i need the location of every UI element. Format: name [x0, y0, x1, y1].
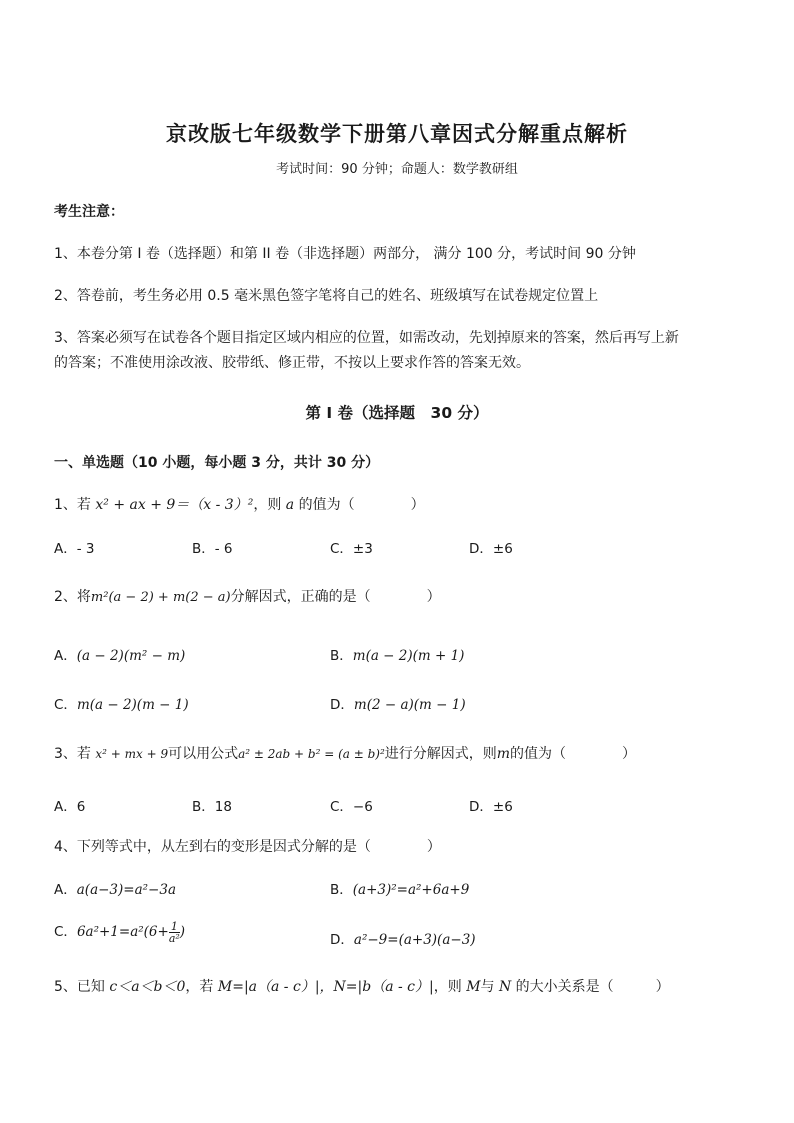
question-2-stem: [54, 586, 441, 606]
q2-option-d: [330, 693, 466, 713]
q2-suffix: 分解因式，正确的是（ ）: [230, 589, 441, 605]
q2-option-c-expr: m(a − 2)(m − 1): [76, 697, 189, 713]
q2-option-c-label: C．: [54, 697, 77, 713]
q3-expression-2: a² ± 2ab + b² = (a ± b)²: [238, 747, 385, 761]
q4-option-d: [330, 928, 476, 948]
q2-option-d-label: D．: [330, 697, 354, 713]
q2-option-c: [54, 693, 189, 713]
section-title: 第 I 卷（选择题 30 分）: [305, 404, 489, 422]
q3-prefix: 3、若: [54, 746, 96, 762]
q3-option-c: C．−6: [330, 799, 373, 815]
q5-middle-1: ，若: [185, 979, 218, 995]
q4-option-a-label: A．: [54, 882, 77, 898]
page-title: 京改版七年级数学下册第八章因式分解重点解析: [166, 122, 628, 146]
q2-prefix: 2、将: [54, 589, 91, 605]
q5-prefix: 5、已知: [54, 979, 110, 995]
q4-option-b-expr: (a+3)²=a²+6a+9: [352, 882, 470, 898]
notice-item-1: 1、本卷分第 I 卷（选择题）和第 II 卷（非选择题）两部分， 满分 100 分，考试时间 90 分钟: [54, 246, 636, 262]
question-3-stem: [54, 743, 636, 763]
q2-option-a-label: A．: [54, 648, 77, 664]
q2-option-a-expr: (a − 2)(m² − m): [76, 648, 186, 664]
q2-option-b: [330, 644, 464, 664]
q5-variable-n: N: [498, 979, 512, 995]
q2-expression: m²(a − 2) + m(2 − a): [90, 590, 231, 605]
q3-middle-1: 可以用公式: [168, 746, 239, 762]
q4-option-c: [54, 920, 185, 944]
q4-option-d-expr: a²−9=(a+3)(a−3): [353, 932, 476, 948]
question-5-stem: [54, 976, 670, 996]
q4-fraction-numerator: 1: [170, 919, 178, 933]
q3-middle-2: 进行分解因式，则: [384, 746, 497, 762]
q1-middle: ，则: [253, 497, 286, 513]
q3-expression-1: x² + mx + 9: [95, 747, 169, 761]
q3-suffix: 的值为（ ）: [510, 746, 637, 762]
q1-option-b: B．- 6: [192, 541, 233, 557]
q1-option-d: D．±6: [469, 541, 513, 557]
q3-option-d: D．±6: [469, 799, 513, 815]
notice-item-3-line-2: 的答案；不准使用涂改液、胶带纸、修正带，不按以上要求作答的答案无效。: [54, 355, 530, 371]
q4-option-c-label: C．: [54, 924, 77, 940]
q4-option-b-label: B．: [330, 882, 353, 898]
notice-item-3-line-1: 3、答案必须写在试卷各个题目指定区域内相应的位置，如需改动，先划掉原来的答案，然后再写上新: [54, 330, 679, 346]
q2-option-a: [54, 644, 185, 664]
q5-expression-1: c＜a＜b＜0: [109, 979, 186, 995]
q5-variable-m: M: [466, 979, 481, 995]
exam-info: 考试时间：90 分钟；命题人：数学教研组: [276, 162, 518, 177]
q4-option-c-fraction: [169, 921, 180, 944]
question-4-stem: 4、下列等式中，从左到右的变形是因式分解的是（ ）: [54, 839, 441, 855]
q4-option-a: [54, 878, 176, 898]
q3-option-a: A．6: [54, 799, 86, 815]
q2-option-b-expr: m(a − 2)(m + 1): [352, 648, 465, 664]
q4-option-d-label: D．: [330, 932, 354, 948]
notice-item-2: 2、答卷前，考生务必用 0.5 毫米黑色签字笔将自己的姓名、班级填写在试卷规定位置上: [54, 288, 599, 304]
q5-middle-3: 与: [480, 979, 499, 995]
q1-variable: a: [285, 497, 295, 513]
q4-option-b: [330, 878, 469, 898]
q5-expression-2: M=|a（a - c）|，N=|b（a - c）|: [217, 979, 434, 995]
question-1-stem: [54, 494, 425, 514]
q3-variable: m: [496, 746, 511, 762]
notice-heading: 考生注意：: [54, 204, 124, 220]
q1-expression: x² + ax + 9＝（x - 3）²: [95, 497, 254, 513]
q1-prefix: 1、若: [54, 497, 96, 513]
q5-middle-2: ，则: [433, 979, 467, 995]
part-title: 一、单选题（10 小题，每小题 3 分，共计 30 分）: [54, 455, 380, 471]
q4-option-c-expr-right: ): [179, 924, 186, 940]
q1-option-c: C．±3: [330, 541, 373, 557]
q3-option-b: B．18: [192, 799, 232, 815]
q2-option-b-label: B．: [330, 648, 353, 664]
q5-suffix: 的大小关系是（ ）: [511, 979, 670, 995]
q1-option-a: A．- 3: [54, 541, 95, 557]
q4-option-c-expr-left: 6a²+1=a²(6+: [76, 924, 169, 940]
q4-option-a-expr: a(a−3)=a²−3a: [76, 882, 177, 898]
q4-fraction-denominator: a²: [168, 931, 180, 945]
q1-suffix: 的值为（ ）: [294, 497, 425, 513]
q2-option-d-expr: m(2 − a)(m − 1): [353, 697, 466, 713]
